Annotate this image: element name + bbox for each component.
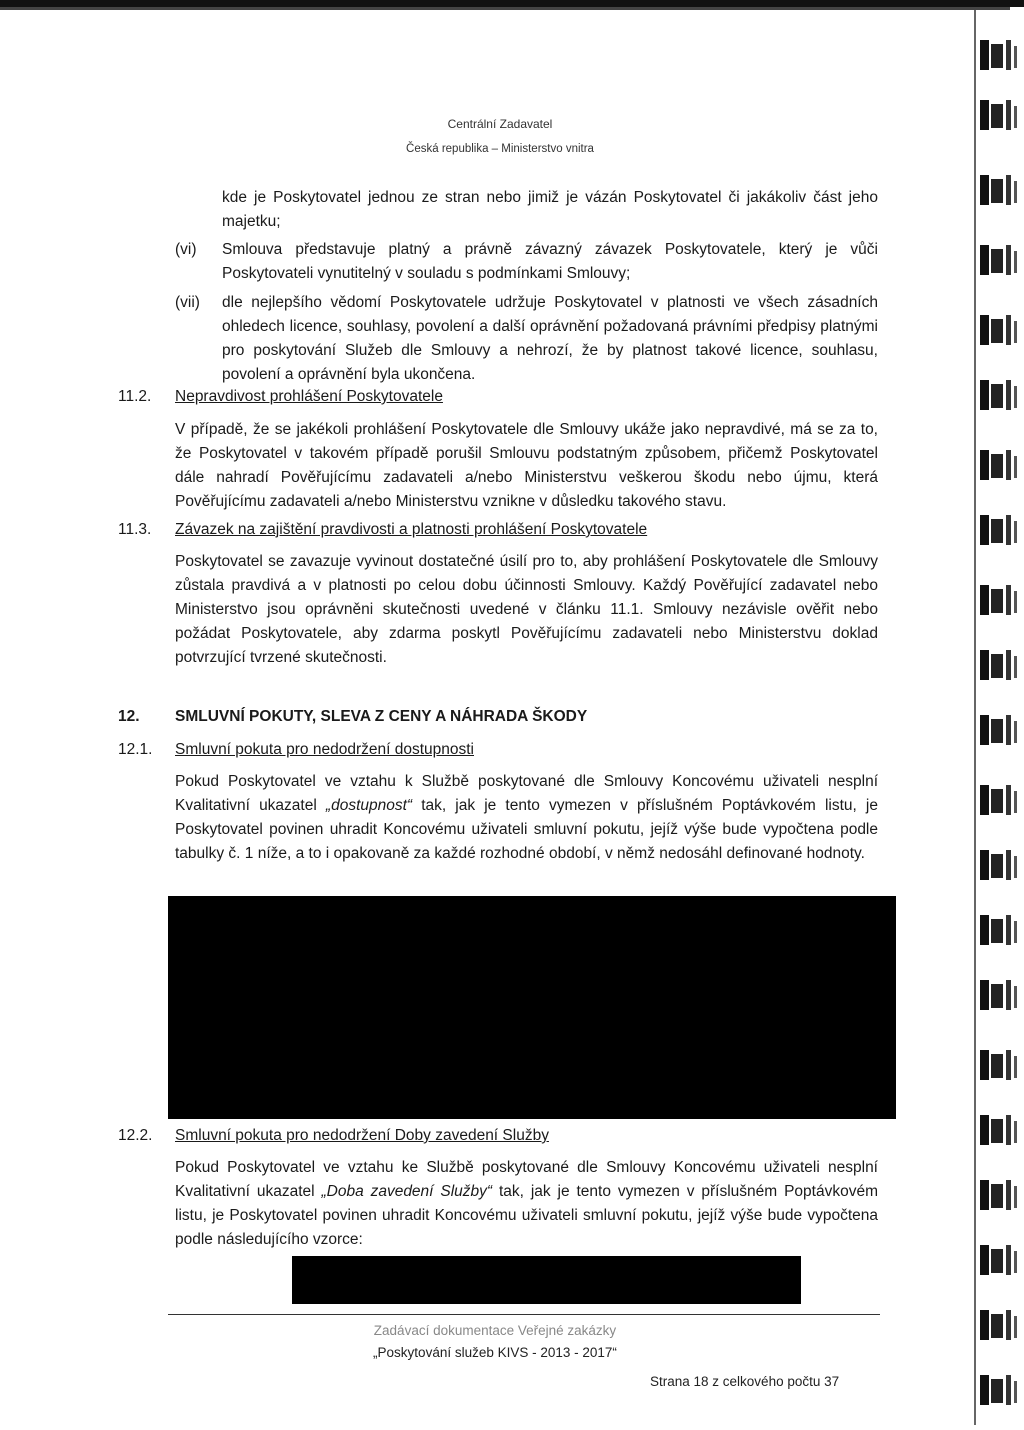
scan-top-edge	[0, 0, 1024, 7]
redacted-table-block	[168, 896, 896, 1119]
section-12-1-text: Pokud Poskytovatel ve vztahu k Službě poskytované dle Smlouvy Koncovému uživateli nesplní Kvalitativní ukazatel „dostupnost“ tak, jak je tento vymezen v příslušném Poptávkovém listu, je Poskytovatel povinen uhradit Koncovému uživateli smluvní pokutu, jejíž výše bude vypočtena podle tabulky č. 1 níže, a to i opakovaně za každé rozhodné období, v němž nedosáhl definované hodnoty.	[175, 773, 878, 862]
item-vi-text: Smlouva představuje platný a právně závazný závazek Poskytovatele, který je vůči Poskytovateli vynutitelný v souladu s podmínkami Smlouvy;	[222, 241, 878, 282]
footer-divider	[168, 1314, 880, 1315]
section-12-1-number: 12.1.	[118, 741, 153, 758]
section-11-3-number: 11.3.	[118, 521, 152, 538]
item-vii-text: dle nejlepšího vědomí Poskytovatele udržuje Poskytovatel v platnosti ve všech zásadních ohledech licence, souhlasy, povolení a další oprávnění požadovaná právními předpisy platnými pro poskytování Služeb dle Smlouvy a nehrozí, že by platnost takové licence, souhlasu, povolení a oprávnění byla ukončena.	[222, 294, 878, 383]
section-11-2-number: 11.2.	[118, 388, 152, 405]
section-12-title: SMLUVNÍ POKUTY, SLEVA Z CENY A NÁHRADA ŠKODY	[175, 708, 588, 725]
item-vii-label: (vii)	[175, 294, 200, 311]
header-organization: Centrální Zadavatel	[447, 117, 553, 131]
section-11-2-title: Nepravdivost prohlášení Poskytovatele	[175, 388, 443, 405]
item-vi-label: (vi)	[175, 241, 197, 258]
redacted-formula-block	[292, 1256, 801, 1304]
section-11-3-text: Poskytovatel se zavazuje vyvinout dostatečné úsilí pro to, aby prohlášení Poskytovatele dle Smlouvy zůstala pravdivá a v platnosti po celou dobu účinnosti Smlouvy. Každý Pověřující zadavatel nebo Ministerstvo jsou oprávněni skutečnosti uvedené v článku 11.1. Smlouvy nezávisle ověřit nebo požádat Poskytovatele, aby zdarma poskytl Pověřujícímu zadavateli nebo Ministerstvu doklad potvrzující tvrzené skutečnosti.	[175, 553, 878, 666]
section-11-2-text: V případě, že se jakékoli prohlášení Poskytovatele dle Smlouvy ukáže jako nepravdivé, má se za to, že Poskytovatel v takovém případě porušil Smlouvu podstatným způsobem, přičemž Poskytovatel dále nahradí Pověřujícímu zadavateli a/nebo Ministerstvu veškerou škodu nebo újmu, která Pověřujícímu zadavateli a/nebo Ministerstvu vznikne v důsledku takového stavu.	[175, 421, 878, 510]
section-12-1-title: Smluvní pokuta pro nedodržení dostupnosti	[175, 741, 474, 758]
footer-document-title: Zadávací dokumentace Veřejné zakázky	[373, 1323, 617, 1338]
section-12-2-number: 12.2.	[118, 1127, 153, 1144]
footer-page-number: Strana 18 z celkového počtu 37	[650, 1374, 840, 1389]
scan-top-edge-shadow	[0, 7, 1010, 10]
section-11-3-title: Závazek na zajištění pravdivosti a platnosti prohlášení Poskytovatele	[175, 521, 648, 538]
section-12-number: 12.	[118, 708, 140, 725]
intro-paragraph: kde je Poskytovatel jednou ze stran nebo jimiž je vázán Poskytovatel či jakákoliv část jeho majetku;	[222, 189, 878, 230]
header-ministry: Česká republika – Ministerstvo vnitra	[406, 143, 594, 155]
section-12-2-text: Pokud Poskytovatel ve vztahu ke Službě poskytované dle Smlouvy Koncovému uživateli nesplní Kvalitativní ukazatel „Doba zavedení Služby“ tak, jak je tento vymezen v příslušném Poptávkovém listu, je Poskytovatel povinen uhradit Koncovému uživateli smluvní pokutu, jejíž výše bude vypočtena podle následujícího vzorce:	[175, 1159, 879, 1248]
binding-rings	[960, 10, 1024, 1425]
section-12-2-title: Smluvní pokuta pro nedodržení Doby zavedení Služby	[175, 1127, 549, 1144]
footer-contract-name: „Poskytování služeb KIVS - 2013 - 2017“	[373, 1345, 617, 1360]
